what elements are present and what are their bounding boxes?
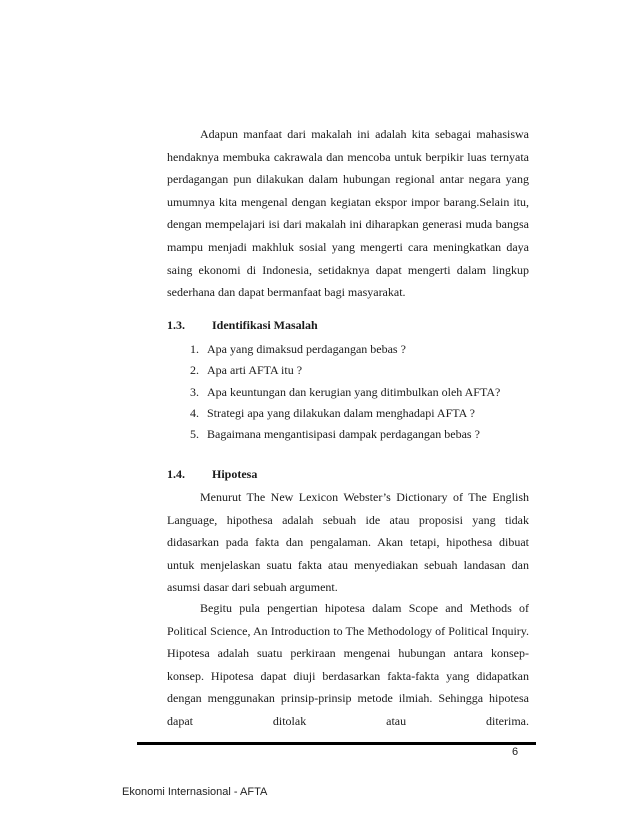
footer-rule	[137, 742, 536, 745]
running-footer: Ekonomi Internasional - AFTA	[122, 786, 268, 798]
hipotesa-paragraph-1: Menurut The New Lexicon Webster’s Dictionary of The English Language, hipothesa adalah sebuah ide atau proposisi yang tidak didasarkan pada fakta dan pengalaman. Akan tetapi, hipothesa dibuat untuk menjelaskan suatu fakta atau menyediakan sebuah landasan dan asumsi dasar dari sebuah argument.	[167, 490, 529, 595]
section-title: Identifikasi Masalah	[212, 318, 318, 332]
list-item: 2. Apa arti AFTA itu ?	[190, 363, 303, 378]
list-item: 1. Apa yang dimaksud perdagangan bebas ?	[190, 342, 406, 356]
hipotesa-paragraph-2-block	[167, 597, 529, 733]
list-item: 5. Bagaimana mengantisipasi dampak perdagangan bebas ?	[190, 427, 480, 442]
section-heading-hipotesa	[167, 467, 257, 482]
list-item: 3. Apa keuntungan dan kerugian yang ditimbulkan oleh AFTA?	[190, 384, 501, 399]
section-number: 1.3.	[167, 318, 185, 332]
intro-paragraph: Adapun manfaat dari makalah ini adalah kita sebagai mahasiswa hendaknya membuka cakrawala dan mencoba untuk berpikir luas ternyata perdagangan pun dilakukan dalam hubungan regional antar negara yang umumnya kita mengenal dengan kegiatan ekspor impor barang.Selain itu, dengan mempelajari isi dari makalah ini diharapkan generasi muda bangsa mampu menjadi makhluk sosial yang mengerti cara meningkatkan daya saing ekonomi di Indonesia, setidaknya dapat mengerti dalam lingkup sederhana dan dapat bermanfaat bagi masyarakat.	[167, 127, 529, 300]
section-heading-identifikasi	[167, 318, 318, 333]
hipotesa-paragraph-2: Begitu pula pengertian hipotesa dalam Scope and Methods of Political Science, An Introduction to The Methodology of Political Inquiry. Hipotesa adalah suatu perkiraan mengenai hubungan antara konsep-konsep. Hipotesa dapat diuji berdasarkan fakta-fakta yang didapatkan dengan menggunakan prinsip-prinsip metode ilmiah. Sehingga hipotesa dapat ditolak atau diterima.	[167, 601, 529, 728]
hipotesa-paragraph-1-block	[167, 486, 529, 599]
section-title: Hipotesa	[212, 467, 258, 481]
section-number: 1.4.	[167, 467, 185, 481]
intro-paragraph-block	[167, 123, 529, 304]
list-item: 4. Strategi apa yang dilakukan dalam menghadapi AFTA ?	[190, 405, 475, 420]
problem-list	[190, 339, 500, 445]
page-number: 6	[512, 746, 519, 758]
